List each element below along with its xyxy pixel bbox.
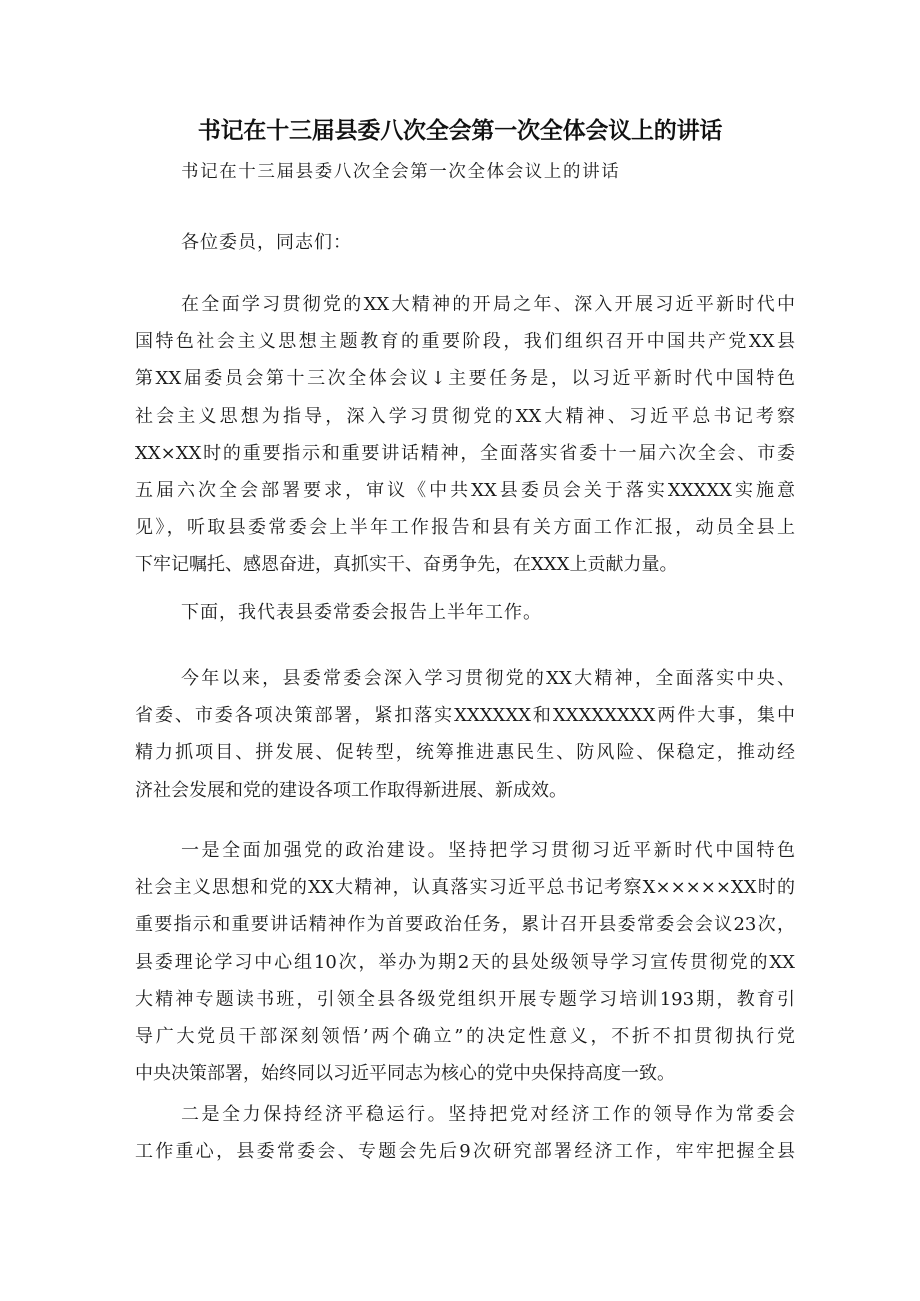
paragraph-opening [135,286,795,584]
text-line: 省委、市委各项决策部署，紧扣落实XXXXXX和XXXXXXXX两件大事，集中 [135,705,795,727]
document-subtitle: 书记在十三届县委八次全会第一次全体会议上的讲话 [181,162,621,182]
document-title: 书记在十三届县委八次全会第一次全体会议上的讲话 [197,118,723,144]
paragraph-political-building [135,832,795,1092]
text-line: 社会主义思想和党的XX大精神，认真落实习近平总书记考察X×××××XX时的 [135,877,795,899]
text-line: 中央决策部署，始终同以习近平同志为核心的党中央保持高度一致。 [135,1063,675,1085]
text-line: 社会主义思想为指导，深入学习贯彻党的XX大精神、习近平总书记考察 [135,405,795,427]
text-line: 今年以来，县委常委会深入学习贯彻党的XX大精神，全面落实中央、 [181,668,795,689]
text-line: 重要指示和重要讲话精神作为首要政治任务，累计召开县委常委会会议23次， [135,914,795,936]
paragraph-overview [135,660,795,809]
text-line: 工作重心，县委常委会、专题会先后9次研究部署经济工作，牢牢把握全县 [135,1141,795,1163]
text-line: XX×XX时的重要指示和重要讲话精神，全面落实省委十一届六次全会、市委 [135,442,795,464]
salutation: 各位委员，同志们： [181,232,352,253]
text-line: 县委理论学习中心组10次，举办为期2天的县处级领导学习宣传贯彻党的XX [135,951,795,973]
paragraph-report-intro: 下面，我代表县委常委会报告上半年工作。 [181,602,542,623]
text-line: 大精神专题读书班，引领全县各级党组织开展专题学习培训193期，教育引 [135,988,795,1010]
text-line: 国特色社会主义思想主题教育的重要阶段，我们组织召开中国共产党XX县 [135,331,795,353]
text-line: 在全面学习贯彻党的XX大精神的开局之年、深入开展习近平新时代中 [181,294,795,315]
paragraph-economy [135,1096,795,1170]
text-line: 五届六次全会部署要求，审议《中共XX县委员会关于落实XXXXX实施意 [135,479,795,501]
text-line: 第XX届委员会第十三次全体会议↓主要任务是，以习近平新时代中国特色 [135,368,795,390]
text-line: 精力抓项目、拼发展、促转型，统筹推进惠民生、防风险、保稳定，推动经 [135,742,795,764]
text-line: 济社会发展和党的建设各项工作取得新进展、新成效。 [135,779,567,801]
text-line: 见》，听取县委常委会上半年工作报告和县有关方面工作汇报，动员全县上 [135,517,795,539]
text-line: 下牢记嘱托、感恩奋进，真抓实干、奋勇争先，在XXX上贡献力量。 [135,554,678,576]
text-line: 导广大党员干部深刻领悟’两个确立”的决定性意义，不折不扣贯彻执行党 [135,1025,795,1047]
text-line: 二是全力保持经济平稳运行。坚持把党对经济工作的领导作为常委会 [181,1104,795,1125]
text-line: 一是全面加强党的政治建设。坚持把学习贯彻习近平新时代中国特色 [181,840,795,861]
